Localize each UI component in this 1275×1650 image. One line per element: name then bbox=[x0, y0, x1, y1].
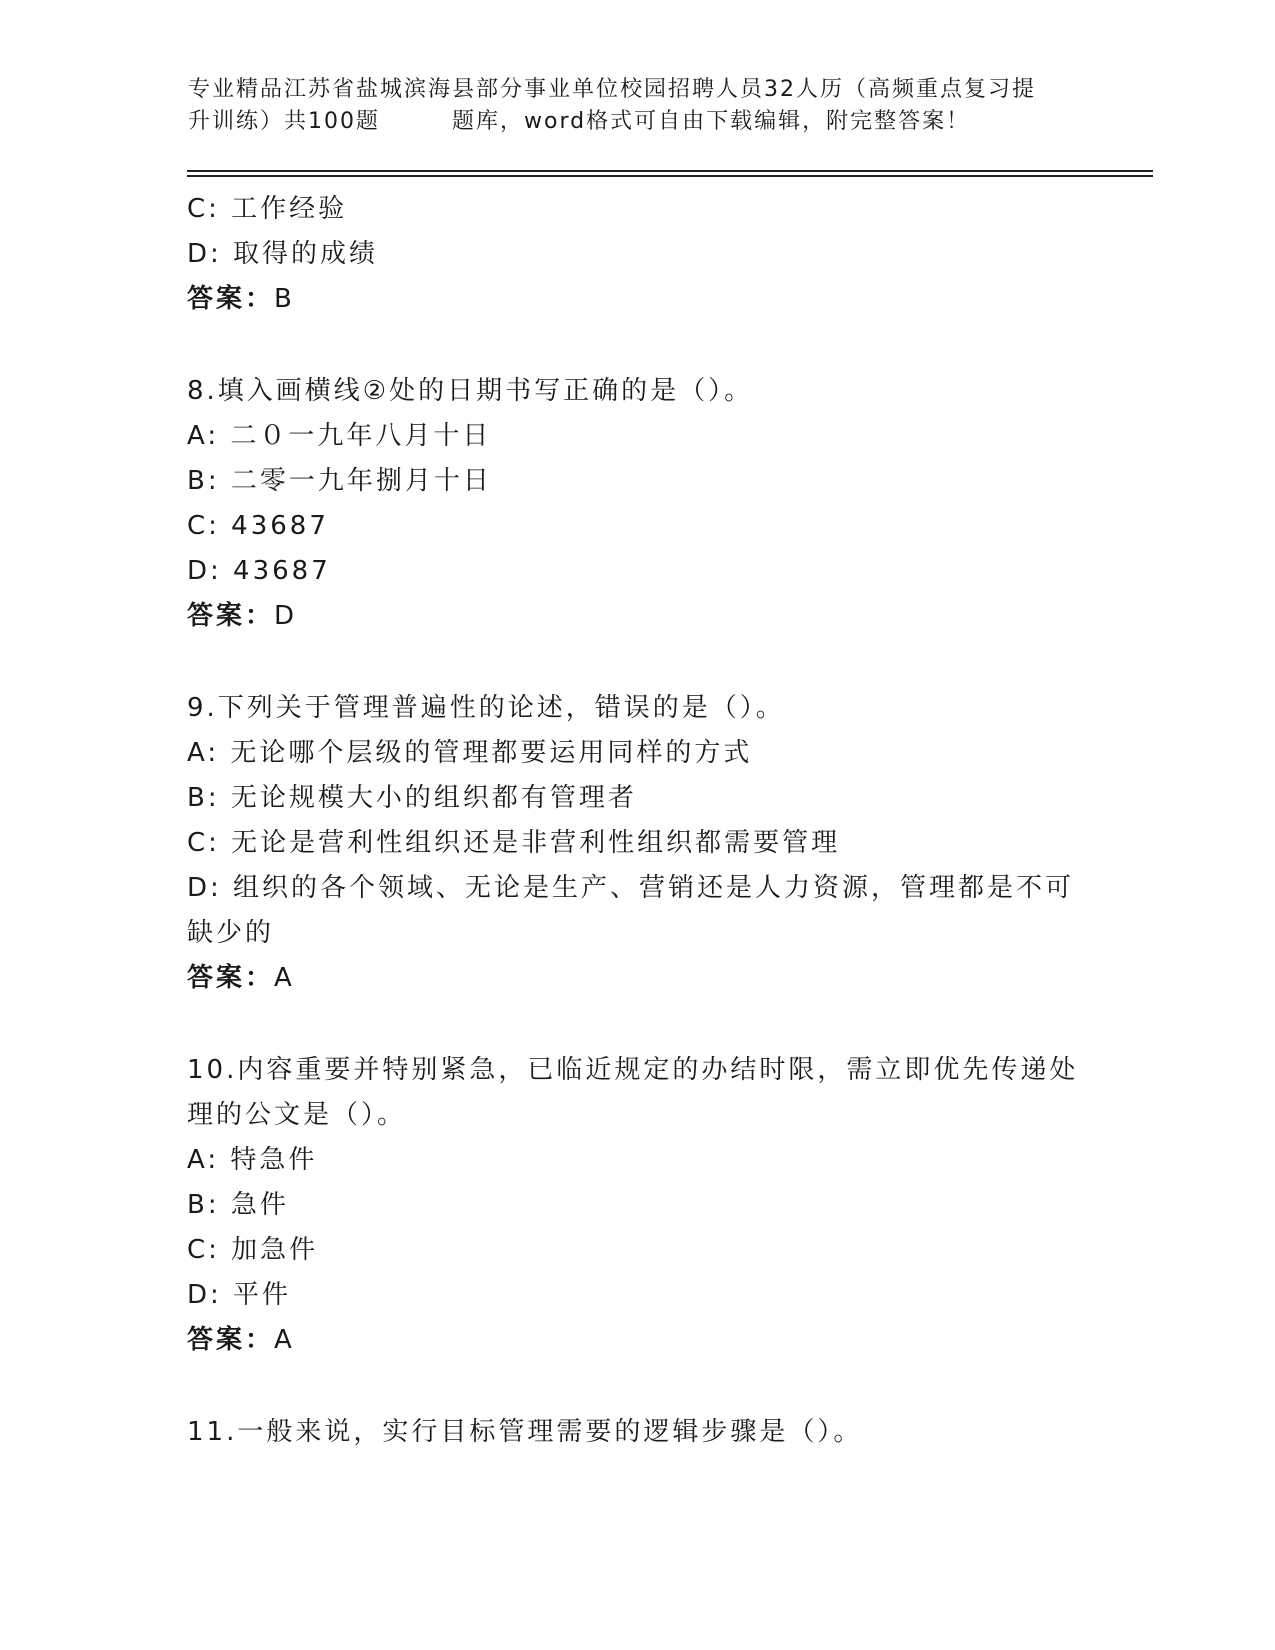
question-10-stem-continuation: 理的公文是（）。 bbox=[187, 1100, 407, 1130]
answer-label: 答案： bbox=[187, 1325, 275, 1355]
document-body bbox=[187, 187, 1087, 1455]
question-11-stem: 11.一般来说，实行目标管理需要的逻辑步骤是（）。 bbox=[187, 1417, 863, 1447]
header-rule-top bbox=[187, 170, 1153, 172]
option-d: D: 取得的成绩 bbox=[187, 239, 379, 269]
answer-value: B bbox=[274, 284, 295, 314]
answer-value: A bbox=[274, 963, 295, 993]
option-a: A: 无论哪个层级的管理都要运用同样的方式 bbox=[187, 738, 753, 768]
option-c: C: 43687 bbox=[187, 511, 329, 541]
option-c: C: 无论是营利性组织还是非营利性组织都需要管理 bbox=[187, 828, 841, 858]
option-a: A: 特急件 bbox=[187, 1145, 318, 1175]
answer-label: 答案： bbox=[187, 284, 275, 314]
answer-value: A bbox=[274, 1325, 295, 1355]
answer-line bbox=[187, 277, 1087, 322]
option-d: D: 平件 bbox=[187, 1280, 292, 1310]
answer-label: 答案： bbox=[187, 601, 275, 631]
question-9-stem: 9.下列关于管理普遍性的论述，错误的是（）。 bbox=[187, 693, 785, 723]
answer-line bbox=[187, 956, 1087, 1001]
header-rule-bottom bbox=[187, 175, 1153, 177]
header-line-1: 专业精品江苏省盐城滨海县部分事业单位校园招聘人员32人历（高频重点复习提 bbox=[188, 77, 1036, 102]
answer-line bbox=[187, 1318, 1087, 1363]
option-d: D: 43687 bbox=[187, 556, 331, 586]
header-line-2-right: 题库，word格式可自由下载编辑，附完整答案！ bbox=[452, 109, 971, 134]
answer-line bbox=[187, 594, 1087, 639]
option-c: C: 加急件 bbox=[187, 1235, 319, 1265]
document-header bbox=[188, 74, 1088, 138]
option-a: A: 二０一九年八月十日 bbox=[187, 421, 492, 451]
option-d: D: 组织的各个领域、无论是生产、营销还是人力资源，管理都是不可 bbox=[187, 873, 1075, 903]
option-b: B: 无论规模大小的组织都有管理者 bbox=[187, 783, 637, 813]
question-10-stem: 10.内容重要并特别紧急，已临近规定的办结时限，需立即优先传递处 bbox=[187, 1055, 1079, 1085]
option-d-continuation: 缺少的 bbox=[187, 918, 275, 948]
option-b: B: 二零一九年捌月十日 bbox=[187, 466, 492, 496]
header-line-2 bbox=[188, 106, 1088, 138]
header-line-2-left: 升训练）共100题 bbox=[188, 109, 380, 134]
answer-label: 答案： bbox=[187, 963, 275, 993]
option-b: B: 急件 bbox=[187, 1190, 289, 1220]
option-c: C: 工作经验 bbox=[187, 194, 348, 224]
answer-value: D bbox=[274, 601, 298, 631]
question-8-stem: 8.填入画横线②处的日期书写正确的是（）。 bbox=[187, 376, 754, 406]
